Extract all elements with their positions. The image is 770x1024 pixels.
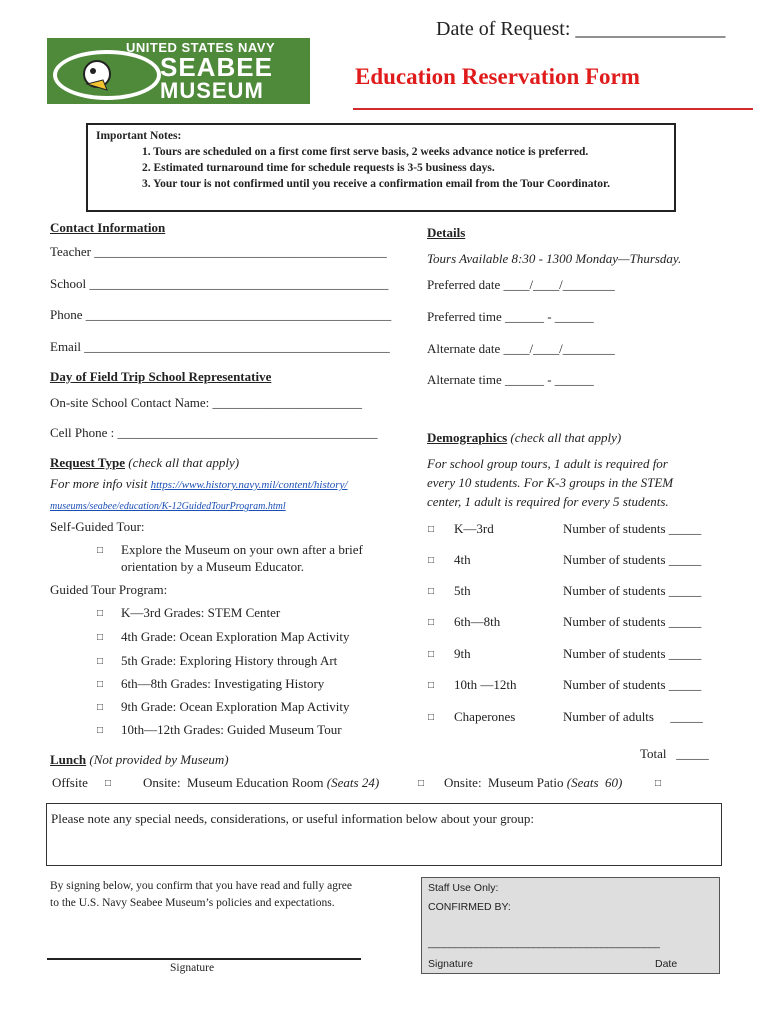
demographics-heading-note: (check all that apply) [507, 430, 622, 445]
date-of-request[interactable]: Date of Request: _______________ [436, 18, 726, 40]
demo-checkbox-0[interactable]: □ [428, 524, 435, 535]
guided-checkbox-2[interactable]: □ [97, 656, 104, 667]
signature-label: Signature [170, 962, 215, 974]
lunch-offsite-label: Offsite [52, 775, 88, 790]
guided-option: 10th—12th Grades: Guided Museum Tour [121, 722, 342, 737]
rep-heading: Day of Field Trip School Representative [50, 369, 272, 384]
demographics-note-line2: every 10 students. For K-3 groups in the STEM [427, 475, 674, 490]
more-info-text: For more info visit [50, 476, 151, 491]
note-item: 3. Your tour is not confirmed until you receive a confirmation email from the Tour Coordinator. [142, 178, 610, 190]
guided-option: 6th—8th Grades: Investigating History [121, 676, 325, 691]
more-info-row [50, 476, 348, 492]
lunch-onsite-room-seats: (Seats 24) [326, 775, 380, 790]
lunch-heading-row [50, 752, 229, 768]
lunch-onsite-room-row [143, 775, 379, 791]
demographics-heading: Demographics [427, 430, 508, 445]
staff-use-box [421, 877, 720, 974]
phone-field[interactable]: Phone _______________________________________________ [50, 307, 392, 322]
more-info-link-row2 [50, 496, 286, 514]
demo-count-field[interactable]: Number of students _____ [563, 552, 702, 567]
demo-count-field[interactable]: Number of students _____ [563, 521, 702, 536]
demo-count-field[interactable]: Number of students _____ [563, 614, 702, 629]
guided-option: K—3rd Grades: STEM Center [121, 605, 281, 620]
lunch-onsite-room-label: Onsite: Museum Education Room [143, 775, 327, 790]
title-divider [353, 108, 753, 110]
request-heading-row [50, 455, 239, 471]
email-field[interactable]: Email _______________________________________________ [50, 339, 390, 354]
tours-available: Tours Available 8:30 - 1300 Monday—Thursday. [427, 251, 682, 266]
teacher-field[interactable]: Teacher _____________________________________________ [50, 244, 387, 259]
demo-checkbox-1[interactable]: □ [428, 555, 435, 566]
demo-grade: 10th —12th [454, 677, 517, 692]
staff-title: Staff Use Only: [428, 882, 499, 894]
contact-heading: Contact Information [50, 220, 166, 235]
guided-checkbox-3[interactable]: □ [97, 679, 104, 690]
demographics-note-line3: center, 1 adult is required for every 5 students. [427, 494, 669, 509]
alternate-date-field[interactable]: Alternate date ____/____/________ [427, 341, 615, 356]
cell-phone-field[interactable]: Cell Phone : ________________________________________ [50, 425, 378, 440]
staff-signature-label: Signature [428, 958, 473, 970]
demo-count-field[interactable]: Number of students _____ [563, 646, 702, 661]
demo-grade: K—3rd [454, 521, 494, 536]
guided-option: 5th Grade: Exploring History through Art [121, 653, 338, 668]
preferred-date-field[interactable]: Preferred date ____/____/________ [427, 277, 615, 292]
logo-line1: UNITED STATES NAVY [126, 40, 276, 55]
demo-grade: 5th [454, 583, 471, 598]
demographics-note-line1: For school group tours, 1 adult is required for [427, 456, 668, 471]
demo-grade: 9th [454, 646, 471, 661]
demo-grade: 6th—8th [454, 614, 501, 629]
staff-date-label: Date [655, 958, 678, 970]
logo-line3: MUSEUM [160, 78, 264, 103]
guided-checkbox-0[interactable]: □ [97, 608, 104, 619]
demo-grade: Chaperones [454, 709, 516, 724]
signing-line1: By signing below, you confirm that you have read and fully agree [50, 880, 353, 892]
lunch-heading: Lunch [50, 752, 87, 767]
self-guided-option-line1: Explore the Museum on your own after a brief [121, 542, 363, 557]
self-guided-option-line2: orientation by a Museum Educator. [121, 559, 305, 574]
guided-option: 9th Grade: Ocean Exploration Map Activity [121, 699, 350, 714]
demo-checkbox-5[interactable]: □ [428, 680, 435, 691]
lunch-heading-note: (Not provided by Museum) [86, 752, 229, 767]
lunch-onsite-patio-label: Onsite: Museum Patio [444, 775, 567, 790]
demo-checkbox-3[interactable]: □ [428, 617, 435, 628]
note-item: 1. Tours are scheduled on a first come first serve basis, 2 weeks advance notice is preferred. [142, 146, 589, 158]
self-guided-checkbox[interactable]: □ [97, 545, 104, 556]
demographics-heading-row [427, 430, 621, 446]
notes-heading: Important Notes: [96, 130, 182, 142]
more-info-link-line2[interactable]: museums/seabee/education/K-12GuidedTourProgram.html [50, 501, 286, 512]
staff-signature-line[interactable]: ____________________________________________ [428, 938, 660, 949]
demo-count-field[interactable]: Number of students _____ [563, 583, 702, 598]
demo-checkbox-2[interactable]: □ [428, 586, 435, 597]
school-field[interactable]: School ______________________________________________ [50, 276, 389, 291]
lunch-onsite-patio-checkbox[interactable]: □ [655, 778, 662, 789]
demo-count-field[interactable]: Number of students _____ [563, 677, 702, 692]
signature-line[interactable] [47, 958, 361, 960]
guided-option: 4th Grade: Ocean Exploration Map Activity [121, 629, 350, 644]
self-guided-label: Self-Guided Tour: [50, 519, 145, 534]
demo-checkbox-6[interactable]: □ [428, 712, 435, 723]
guided-checkbox-1[interactable]: □ [97, 632, 104, 643]
special-needs-prompt: Please note any special needs, considerations, or useful information below about your group: [51, 811, 535, 826]
details-heading: Details [427, 225, 466, 240]
guided-checkbox-5[interactable]: □ [97, 725, 104, 736]
total-field[interactable]: Total _____ [640, 746, 709, 761]
lunch-onsite-room-checkbox[interactable]: □ [418, 778, 425, 789]
demo-checkbox-4[interactable]: □ [428, 649, 435, 660]
signing-line2: to the U.S. Navy Seabee Museum’s policies and expectations. [50, 897, 335, 909]
more-info-link-line1[interactable]: https://www.history.navy.mil/content/history/ [150, 479, 348, 491]
form-title: Education Reservation Form [355, 64, 640, 89]
lunch-offsite-checkbox[interactable]: □ [105, 778, 112, 789]
logo-line2: SEABEE [160, 52, 273, 82]
onsite-contact-field[interactable]: On-site School Contact Name: _______________________ [50, 395, 362, 410]
note-item: 2. Estimated turnaround time for schedule requests is 3-5 business days. [142, 162, 495, 174]
demo-grade: 4th [454, 552, 471, 567]
lunch-onsite-patio-row [444, 775, 622, 791]
demo-count-field[interactable]: Number of adults _____ [563, 709, 703, 724]
special-needs-box[interactable] [46, 803, 722, 866]
alternate-time-field[interactable]: Alternate time ______ - ______ [427, 372, 594, 387]
preferred-time-field[interactable]: Preferred time ______ - ______ [427, 309, 594, 324]
lunch-onsite-patio-seats: (Seats 60) [566, 775, 623, 790]
guided-checkbox-4[interactable]: □ [97, 702, 104, 713]
important-notes-box [86, 123, 676, 212]
request-heading-note: (check all that apply) [125, 455, 240, 470]
staff-confirmed-label: CONFIRMED BY: [428, 901, 511, 913]
guided-label: Guided Tour Program: [50, 582, 168, 597]
request-heading: Request Type [50, 455, 125, 470]
